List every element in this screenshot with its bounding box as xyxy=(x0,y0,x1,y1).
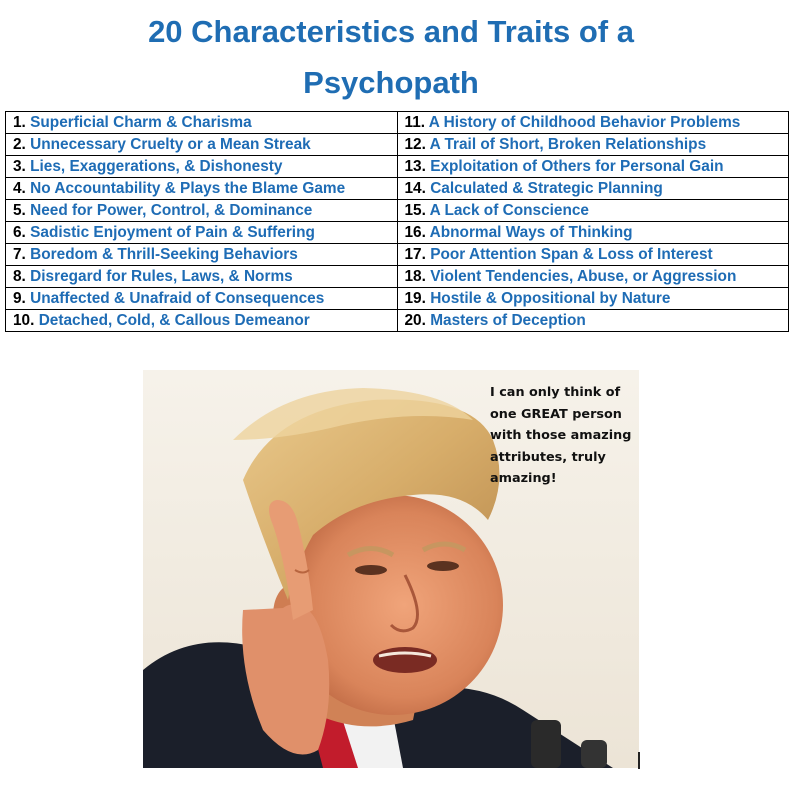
trait-text: No Accountability & Plays the Blame Game xyxy=(30,180,346,197)
trait-text: A Lack of Conscience xyxy=(429,202,589,219)
trait-text: Unaffected & Unafraid of Consequences xyxy=(30,290,325,307)
trait-number: 19. xyxy=(404,290,426,307)
trait-number: 6. xyxy=(13,224,26,241)
trait-number: 16. xyxy=(404,224,426,241)
caption-line: with those amazing xyxy=(490,428,632,443)
trait-number: 10. xyxy=(13,312,35,329)
trait-text: Violent Tendencies, Abuse, or Aggression xyxy=(430,268,737,285)
trait-number: 9. xyxy=(13,290,26,307)
caption-line: amazing! xyxy=(490,471,557,486)
caption-line: attributes, truly xyxy=(490,449,606,465)
table-row xyxy=(6,200,789,222)
table-row xyxy=(6,134,789,156)
trait-cell xyxy=(6,134,398,156)
trait-number: 8. xyxy=(13,268,26,285)
trait-text: Lies, Exaggerations, & Dishonesty xyxy=(30,158,283,175)
trait-cell xyxy=(6,244,398,266)
trait-number: 3. xyxy=(13,158,26,175)
caption-line: one GREAT person xyxy=(490,406,622,422)
trait-text: Disregard for Rules, Laws, & Norms xyxy=(30,268,293,285)
trait-cell xyxy=(6,156,398,178)
trait-text: Exploitation of Others for Personal Gain xyxy=(430,158,724,175)
trait-number: 5. xyxy=(13,202,26,219)
title-line-1: 20 Characteristics and Traits of a xyxy=(148,14,634,49)
trait-text: Detached, Cold, & Callous Demeanor xyxy=(38,312,310,329)
trait-number: 2. xyxy=(13,136,26,153)
table-row xyxy=(6,266,789,288)
table-row xyxy=(6,156,789,178)
table-row xyxy=(6,288,789,310)
caption-line: I can only think of xyxy=(490,385,621,400)
trait-text: Unnecessary Cruelty or a Mean Streak xyxy=(30,136,311,153)
trait-number: 7. xyxy=(13,246,26,263)
trait-cell xyxy=(6,266,398,288)
trait-text: Poor Attention Span & Loss of Interest xyxy=(430,246,713,263)
trait-text: Need for Power, Control, & Dominance xyxy=(30,202,313,219)
trait-number: 11. xyxy=(404,114,426,131)
trait-cell xyxy=(397,222,789,244)
trait-text: Sadistic Enjoyment of Pain & Suffering xyxy=(30,224,315,241)
trait-text: Superficial Charm & Charisma xyxy=(30,114,252,131)
table-row xyxy=(6,178,789,200)
trait-cell xyxy=(6,200,398,222)
trait-number: 12. xyxy=(404,136,426,153)
trait-text: Calculated & Strategic Planning xyxy=(430,180,663,197)
trait-cell xyxy=(397,156,789,178)
trait-text: Hostile & Oppositional by Nature xyxy=(430,290,671,307)
trait-cell xyxy=(397,134,789,156)
trait-number: 13. xyxy=(404,158,426,175)
traits-table xyxy=(5,111,789,332)
trait-number: 17. xyxy=(404,246,426,263)
trait-cell xyxy=(6,178,398,200)
table-row xyxy=(6,112,789,134)
trait-cell xyxy=(397,310,789,332)
trait-text: Boredom & Thrill-Seeking Behaviors xyxy=(30,246,298,263)
trait-cell xyxy=(6,288,398,310)
table-row xyxy=(6,244,789,266)
table-row xyxy=(6,222,789,244)
title-line-2: Psychopath xyxy=(303,65,479,100)
trait-cell xyxy=(397,288,789,310)
trait-cell xyxy=(397,200,789,222)
image-edge-mark xyxy=(638,752,640,769)
trait-cell xyxy=(397,112,789,134)
trait-text: Masters of Deception xyxy=(430,312,586,329)
trait-number: 15. xyxy=(404,202,426,219)
trait-cell xyxy=(397,266,789,288)
table-row xyxy=(6,310,789,332)
trait-cell xyxy=(397,244,789,266)
trait-text: A Trail of Short, Broken Relationships xyxy=(429,136,707,153)
trait-number: 1. xyxy=(13,114,26,131)
page-title xyxy=(0,6,782,108)
trait-text: Abnormal Ways of Thinking xyxy=(429,224,633,241)
trait-cell xyxy=(6,112,398,134)
trait-number: 20. xyxy=(404,312,426,329)
trait-cell xyxy=(6,222,398,244)
trait-cell xyxy=(397,178,789,200)
trait-number: 4. xyxy=(13,180,26,197)
trait-number: 18. xyxy=(404,268,426,285)
trait-cell xyxy=(6,310,398,332)
photo-caption xyxy=(490,382,635,490)
trait-text: A History of Childhood Behavior Problems xyxy=(428,114,741,131)
trait-number: 14. xyxy=(404,180,426,197)
